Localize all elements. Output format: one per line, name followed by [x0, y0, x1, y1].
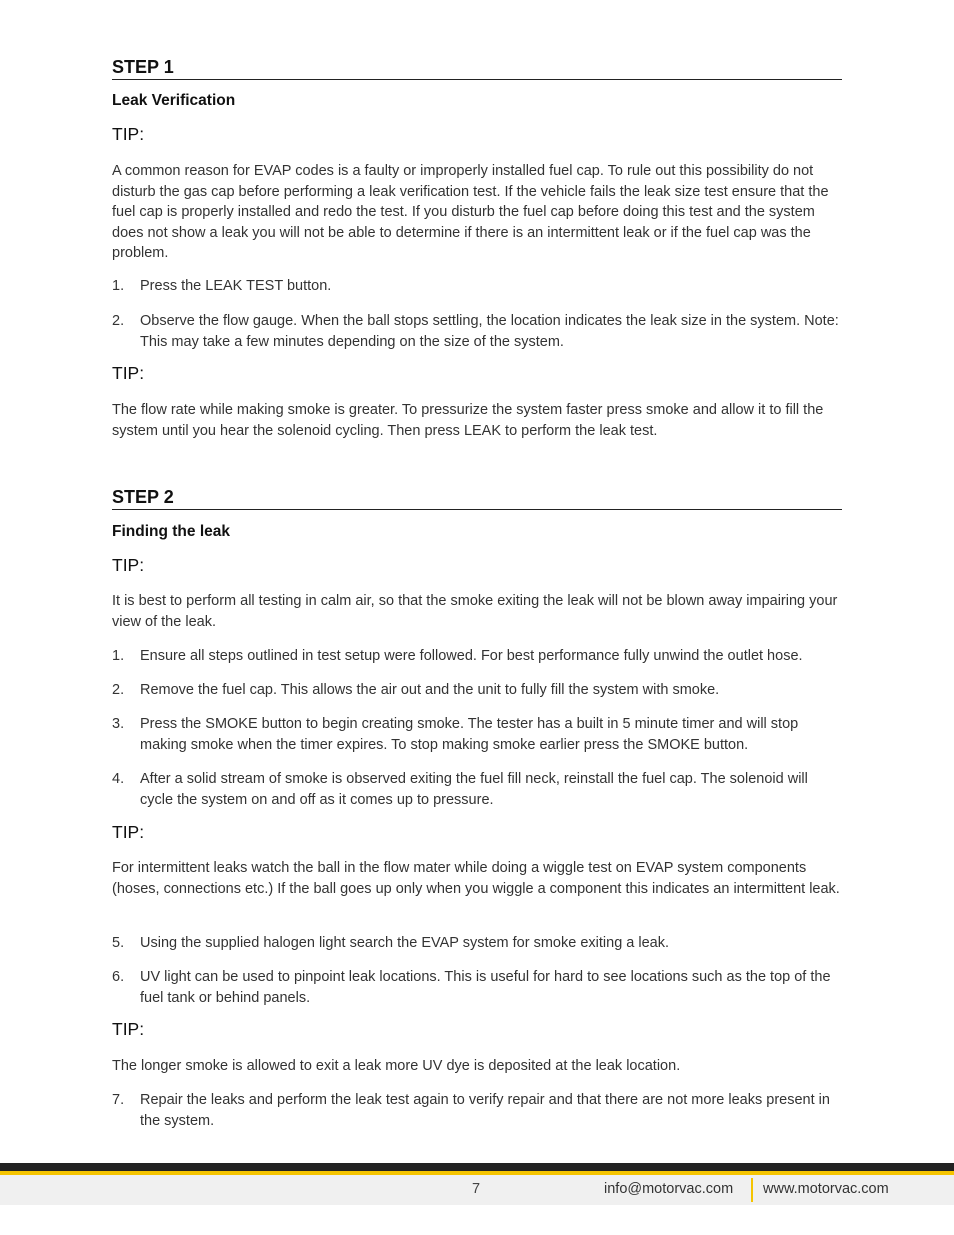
list-item — [112, 967, 842, 1008]
list-item-number: 6. — [112, 969, 125, 985]
step1-subheading: Leak Verification — [112, 92, 236, 109]
step2-tip1-label: TIP: — [112, 555, 145, 575]
list-item — [112, 1090, 842, 1131]
list-item-number: 1. — [112, 648, 125, 664]
list-item — [112, 933, 842, 954]
list-item-text: Press the LEAK TEST button. — [140, 278, 332, 294]
step1-tip2-text: The flow rate while making smoke is greater. To pressurize the system faster press smoke and allow it to fill the system until you hear the solenoid cycling. Then press LEAK to perform the leak test. — [112, 402, 824, 439]
step2-subheading: Finding the leak — [112, 523, 230, 540]
list-item-number: 7. — [112, 1092, 125, 1108]
list-item-number: 2. — [112, 682, 125, 698]
list-item-number: 2. — [112, 313, 125, 329]
list-item-text: Remove the fuel cap. This allows the air out and the unit to fully fill the system with smoke. — [140, 682, 720, 698]
step1-tip1-label: TIP: — [112, 124, 145, 144]
step2-heading: STEP 2 — [112, 486, 842, 510]
step1-heading: STEP 1 — [112, 56, 842, 80]
footer-dark-bar — [0, 1163, 954, 1171]
list-item-text: Observe the flow gauge. When the ball stops settling, the location indicates the leak size in the system. Note: This may take a few minutes depending on the size of the system. — [140, 313, 839, 350]
list-item-number: 1. — [112, 278, 125, 294]
footer-website-link[interactable]: www.motorvac.com — [763, 1181, 889, 1197]
list-item — [112, 680, 842, 701]
step2-tip3-label: TIP: — [112, 1019, 145, 1039]
list-item-text: Ensure all steps outlined in test setup were followed. For best performance fully unwind the outlet hose. — [140, 648, 803, 664]
list-item-text: Repair the leaks and perform the leak test again to verify repair and that there are not more leaks present in the system. — [140, 1092, 830, 1129]
list-item-number: 5. — [112, 935, 125, 951]
list-item-text: UV light can be used to pinpoint leak locations. This is useful for hard to see locations such as the top of the fuel tank or behind panels. — [140, 969, 831, 1006]
list-item — [112, 769, 842, 810]
list-item-number: 4. — [112, 771, 125, 787]
list-item-text: Using the supplied halogen light search the EVAP system for smoke exiting a leak. — [140, 935, 670, 951]
footer-separator — [751, 1178, 753, 1202]
step2-tip2-text: For intermittent leaks watch the ball in the flow mater while doing a wiggle test on EVAP system components (hoses, connections etc.) If the ball goes up only when you wiggle a component this indicates an intermittent leak. — [112, 860, 840, 897]
list-item-number: 3. — [112, 716, 125, 732]
list-item-text: After a solid stream of smoke is observed exiting the fuel fill neck, reinstall the fuel cap. The solenoid will cycle the system on and off as it comes up to pressure. — [140, 771, 808, 808]
step2-tip2-label: TIP: — [112, 822, 145, 842]
page-number: 7 — [472, 1181, 481, 1197]
step1-tip1-text: A common reason for EVAP codes is a faulty or improperly installed fuel cap. To rule out this possibility do not disturb the gas cap before performing a leak verification test. If the vehicle fails the leak size test ensure that the fuel cap is properly installed and redo the test. If you disturb the fuel cap before doing this test and the system does not show a leak you will not be able to determine if there is an intermittent leak or if the fuel cap was the problem. — [112, 163, 829, 261]
list-item — [112, 311, 842, 352]
step1-tip2-label: TIP: — [112, 363, 145, 383]
step2-tip3-text: The longer smoke is allowed to exit a leak more UV dye is deposited at the leak location. — [112, 1058, 681, 1074]
list-item — [112, 646, 842, 667]
step2-tip1-text: It is best to perform all testing in calm air, so that the smoke exiting the leak will not be blown away impairing your view of the leak. — [112, 593, 838, 630]
list-item — [112, 714, 842, 755]
footer-email-link[interactable]: info@motorvac.com — [604, 1181, 734, 1197]
list-item-text: Press the SMOKE button to begin creating smoke. The tester has a built in 5 minute timer and will stop making smoke when the timer expires. To stop making smoke earlier press the SMOKE button. — [140, 716, 799, 753]
list-item — [112, 276, 842, 297]
